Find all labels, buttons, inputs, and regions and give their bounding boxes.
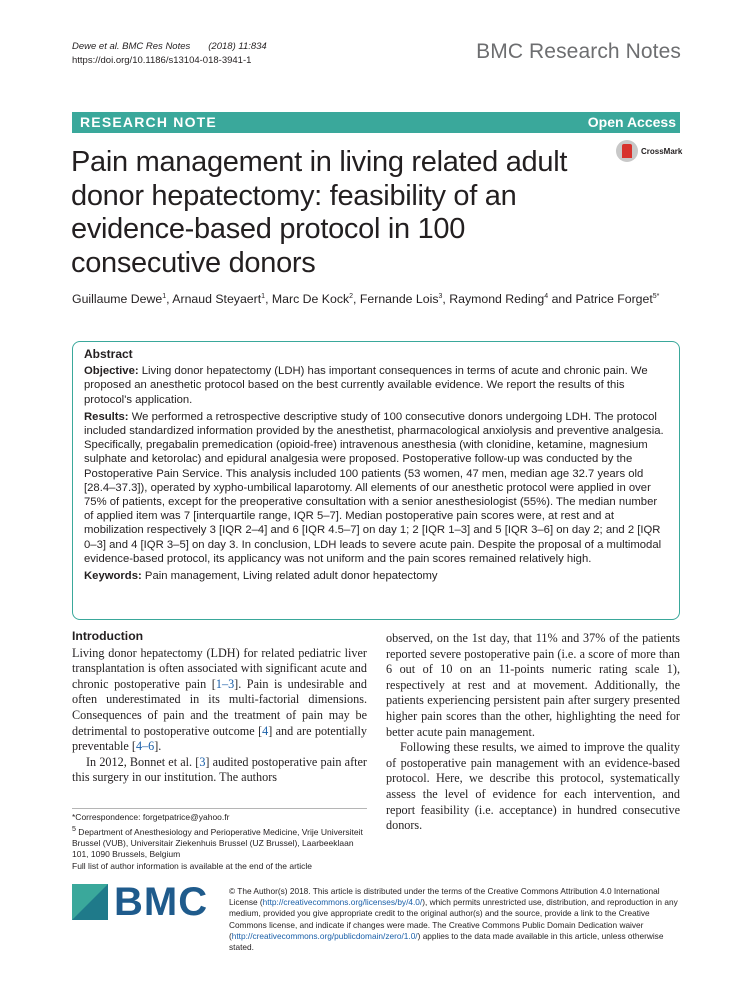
bmc-logo xyxy=(72,880,242,926)
ref-link[interactable]: 1–3 xyxy=(215,676,235,691)
crossmark-label: CrossMark xyxy=(641,147,683,156)
abstract-objective xyxy=(84,364,668,407)
intro-p1-text-a: Living donor hepatectomy (LDH) for related pediatric liver transplantation is often associated with significant acute and chronic postoperative pain [ xyxy=(72,645,367,691)
abstract-heading: Abstract xyxy=(84,347,133,361)
citation-year-volume: (2018) 11:834 xyxy=(208,41,267,52)
intro-paragraph-4: Following these results, we aimed to improve the quality of postoperative pain management with an evidence-based protocol. Here, we describe this protocol, systematically assess the level of evidence for each intervention, and report feasibility (i.e. acceptance) in hundred consecutive donors. xyxy=(386,740,680,833)
author-name[interactable]: Fernande Lois xyxy=(359,292,439,306)
results-text: We performed a retrospective descriptive study of 100 consecutive donors undergoing LDH. The protocol included standardized information provided by the anesthetist, pharmacological anxiolysis and preventive analgesia. Specifically, pregabalin premedication (opioid-free) intravenous anesthesia (with clonidine, ketamine, magnesium sulphate and ketorolac) and epidural analgesia were proposed. Postoperative follow-up was conducted by the Postoperative Pain Service. This analysis included 100 patients (53 women, 47 men, median age 32.7 years old [28.4–37.3]), operated by xypho-umbilical laparotomy. All elements of our anesthetic protocol were applied in over 75% of patients, except for the preoperative consultation with a senior anesthesiologist (55%). The median number of applied item was 7 [interquartile range, IQR 5–7]. Median postoperative pain scores were, at rest and at mobilization respectively 3 [IQR 2–4] and 6 [IQR 4.5–7] on day 1; 2 [IQR 1–3] and 5 [IQR 3–6] on day 2; and 2 [IQR 0–3] and 4 [IQR 3–5] on day 3. In conclusion, LDH leads to severe acute pain. Despite the proposal of a multimodal evidence-based protocol, its applicancy was not uniform and the pain scores remained relatively high. xyxy=(84,410,664,565)
license-link-cc0[interactable]: http://creativecommons.org/publicdomain/zero/1.0/ xyxy=(231,930,418,941)
author-affiliation-mark: 2 xyxy=(349,292,354,300)
author-name[interactable]: Raymond Reding xyxy=(449,292,545,306)
license-link-cc-by[interactable]: http://creativecommons.org/licenses/by/4.0/ xyxy=(262,897,423,908)
intro-paragraph-1 xyxy=(72,646,367,755)
abstract-box xyxy=(72,341,680,620)
author-separator: , xyxy=(353,292,360,306)
bmc-logo-mark-icon xyxy=(72,884,108,920)
crossmark-badge[interactable] xyxy=(616,140,686,166)
ref-link[interactable]: 4 xyxy=(262,723,269,738)
keywords-label: Keywords: xyxy=(84,570,142,583)
author-separator: , xyxy=(265,292,272,306)
license-statement xyxy=(229,886,684,953)
author-affiliation-mark: 4 xyxy=(544,292,549,300)
intro-p2-text-b: ] audited postoperative pain after this surgery in our institution. The authors xyxy=(72,754,367,785)
correspondence-note: *Correspondence: forgetpatrice@yahoo.fr xyxy=(72,812,230,822)
ref-link[interactable]: 4–6 xyxy=(135,739,155,754)
intro-p1-text-c: ] and are potentially preventable [ xyxy=(72,723,367,754)
author-affiliation-mark: 1 xyxy=(261,292,266,300)
author-name[interactable]: Guillaume Dewe xyxy=(72,292,163,306)
intro-p2-text-a: In 2012, Bonnet et al. [ xyxy=(86,754,200,769)
author-name[interactable]: Patrice Forget xyxy=(575,292,653,306)
body-column-right xyxy=(386,629,680,834)
license-text-1: © The Author(s) 2018. This article is distributed under the terms of the Creative Commons Attribution 4.0 International License ( xyxy=(229,886,660,908)
author-separator: , xyxy=(442,292,450,306)
intro-paragraph-2 xyxy=(72,755,367,786)
introduction-heading: Introduction xyxy=(72,629,144,643)
open-access-label: Open Access xyxy=(587,114,676,130)
author-separator: and xyxy=(548,292,576,306)
article-type-banner xyxy=(72,112,680,133)
doi-link[interactable]: https://doi.org/10.1186/s13104-018-3941-1 xyxy=(72,55,252,66)
journal-name: BMC Research Notes xyxy=(476,40,681,63)
license-text-2: ), which permits unrestricted use, distribution, and reproduction in any medium, provided you give appropriate credit to the original author(s) and the source, provide a link to the Creative Commons license, and indicate if changes were made. The Creative Commons Public Domain Dedication waiver ( xyxy=(229,897,678,941)
citation-block xyxy=(72,40,267,68)
author-affiliation-mark: 5* xyxy=(652,292,660,300)
intro-paragraph-3: observed, on the 1st day, that 11% and 37% of the patients reported severe postoperative pain (i.e. a score of more than 6 out of 10 on an 11-points numeric rating scale 1), respectively at rest and at movement. Additionally, the patients experiencing persistent pain after surgery presented higher pain scores than the other, highlighting the need for better acute pain management. xyxy=(386,631,680,739)
footnote-divider xyxy=(72,808,367,809)
bmc-logo-text: BMC xyxy=(114,880,209,924)
footnotes xyxy=(72,812,372,872)
full-author-info-note: Full list of author information is available at the end of the article xyxy=(72,860,313,871)
body-column-left xyxy=(72,629,367,786)
article-type-label: RESEARCH NOTE xyxy=(80,114,217,130)
author-list xyxy=(72,292,692,306)
results-label: Results: xyxy=(84,410,129,423)
license-text-3: ) applies to the data made available in this article, unless otherwise stated. xyxy=(229,930,664,953)
intro-p1-text-b: ]. Pain is undesirable and often underestimated in its multi-factorial dimensions. Consequences of pain and the treatment of pain may be detrimental to postoperative outcome [ xyxy=(72,676,367,738)
objective-text: Living donor hepatectomy (LDH) has important consequences in terms of acute and chronic pain. We proposed an anesthetic protocol based on the best currently available evidence. We report the results of this protocol's application. xyxy=(84,365,648,406)
author-separator: , xyxy=(166,292,173,306)
abstract-results xyxy=(84,410,668,566)
author-affiliation-mark: 1 xyxy=(162,292,167,300)
intro-p1-text-d: ]. xyxy=(154,739,162,754)
keywords-text: Pain management, Living related adult donor hepatectomy xyxy=(144,570,438,583)
affiliation-mark: 5 xyxy=(72,824,76,833)
author-name[interactable]: Arnaud Steyaert xyxy=(172,292,262,306)
citation-text: Dewe et al. BMC Res Notes xyxy=(72,41,191,52)
affiliation-text: Department of Anesthesiology and Perioperative Medicine, Vrije Universiteit Brussel (VUB), Universitair Ziekenhuis Brussel (UZ Brussel), Laarbeeklaan 101, 1090 Brussels, Belgium xyxy=(72,826,363,860)
article-title: Pain management in living related adult donor hepatectomy: feasibility of an evidence-based protocol in 100 consecutive donors xyxy=(71,146,568,279)
author-affiliation-mark: 3 xyxy=(438,292,443,300)
ref-link[interactable]: 3 xyxy=(199,754,206,769)
abstract-keywords xyxy=(84,569,668,583)
crossmark-icon xyxy=(616,140,638,162)
objective-label: Objective: xyxy=(84,365,139,378)
affiliation-note xyxy=(72,824,372,861)
author-name[interactable]: Marc De Kock xyxy=(271,292,350,306)
